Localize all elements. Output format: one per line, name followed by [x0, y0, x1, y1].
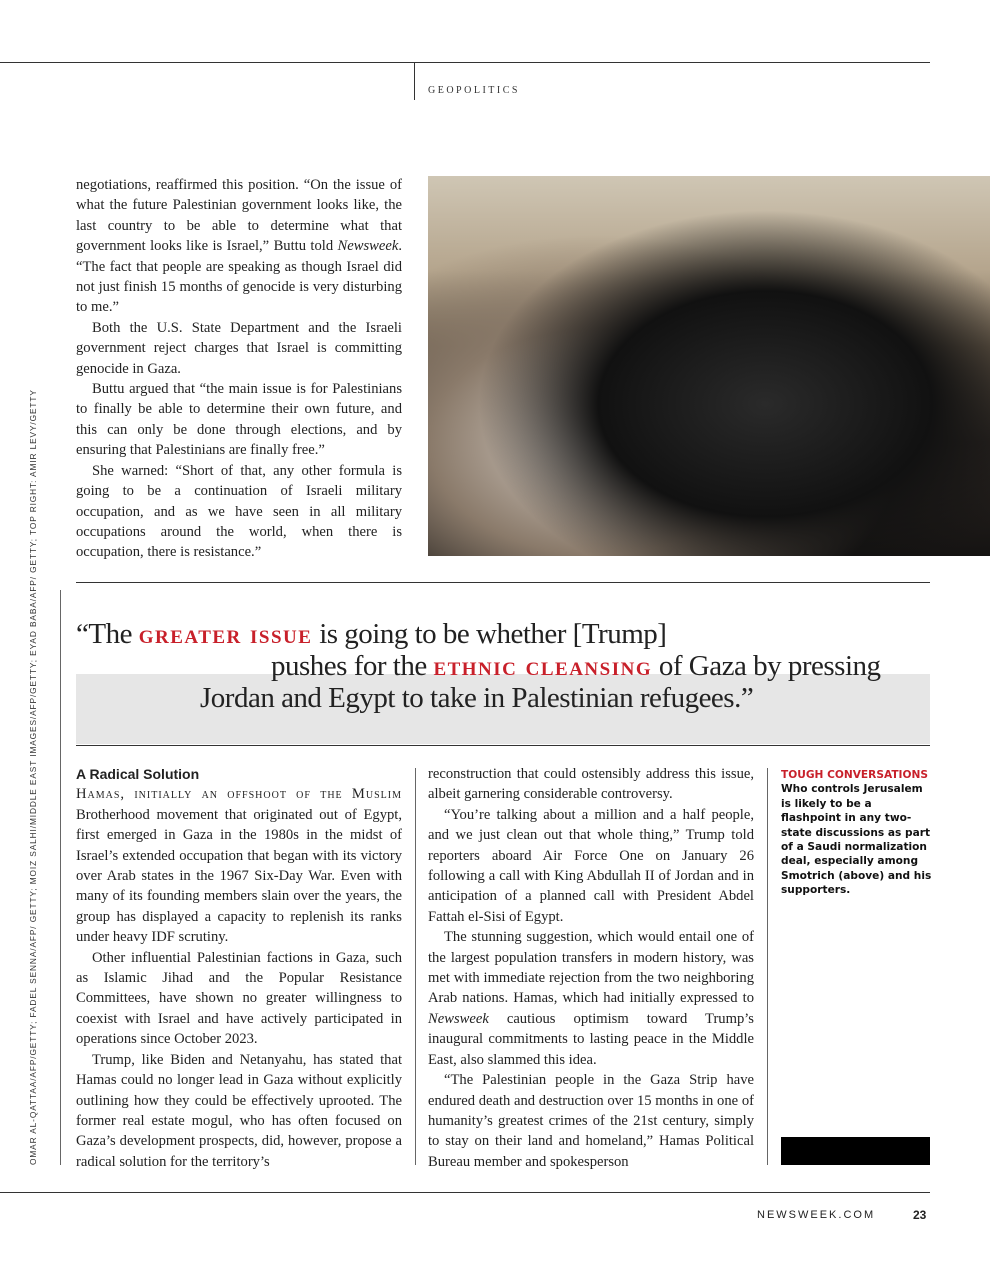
- pull-quote-line-1: “The greater issue is going to be whether [Trump]: [76, 618, 667, 650]
- pull-quote-line-3: Jordan and Egypt to take in Palestinian refugees.”: [200, 682, 754, 714]
- photo-caption: [781, 768, 933, 898]
- caption-text: Who controls Jerusalem is likely to be a flashpoint in any two-state discussions as part of a Saudi normalization deal, especially among Smotrich (above) and his supporters.: [781, 783, 932, 897]
- bottom-rule: [0, 1192, 930, 1193]
- paragraph: Other influential Palestinian factions in Gaza, such as Islamic Jihad and the Popular Resistance Committees, have shown no greater willingness to coexist with Israel and have actively participated in operations since October 2023.: [76, 949, 402, 1048]
- footer-site: NEWSWEEK.COM: [757, 1209, 876, 1221]
- section-label: GEOPOLITICS: [428, 85, 520, 96]
- pull-quote-line-2: pushes for the ethnic cleansing of Gaza by pressing: [271, 650, 881, 682]
- page-number: 23: [913, 1208, 927, 1222]
- paragraph: “You’re talking about a million and a half people, and we just clean out that whole thing,” Trump told reporters aboard Air Force One on January 26 following a call with King Abdullah II of Jordan and in anticipation of a planned call with President Abdel Fattah el-Sisi of Egypt.: [428, 806, 754, 925]
- column-1: [76, 764, 402, 1172]
- sidebar-divider: [767, 768, 768, 1165]
- column-2: [428, 764, 754, 1172]
- header-divider: [414, 62, 415, 100]
- rule: [76, 745, 930, 746]
- subheading: A Radical Solution: [76, 766, 200, 782]
- photo-credit: OMAR AL-QATTAA/AFP/GETTY; FADEL SENNA/AFP/ GETTY; MOIZ SALHI/MIDDLE EAST IMAGES/AFP/GETTY; EYAD BABA/AFP/ GETTY; TOP RIGHT: AMIR LEVY/GETTY: [28, 389, 38, 1165]
- credit-rule: [60, 590, 61, 1165]
- paragraph: negotiations, reaffirmed this position. “On the issue of what the future Palestinian government looks like, the last country to be able to determine what that government looks like is Israel,” Buttu told Newsweek. “The fact that people are speaking as though Israel did not just finish 15 months of genocide is very disturbing to me.”: [76, 177, 402, 316]
- photo-smotrich-crowd: [428, 176, 990, 556]
- paragraph: The stunning suggestion, which would entail one of the largest population transfers in modern history, was met with immediate rejection from the two neighboring Arab nations. Hamas, which had initially expressed to Newsweek cautious optimism toward Trump’s inaugural commitments to lasting peace in the Middle East, also slammed this idea.: [428, 929, 754, 1068]
- rule: [76, 582, 930, 583]
- paragraph: Hamas, initially an offshoot of the Muslim Brotherhood movement that originated out of Egypt, first emerged in Gaza in the 1980s in the midst of Israel’s extended occupation that began with its victory over Arab states in the 1967 Six-Day War. Even with many of its founding members slain over the years, the group has displayed a capacity to replenish its ranks under heavy IDF scrutiny.: [76, 786, 402, 946]
- caption-title: TOUGH CONVERSATIONS: [781, 769, 928, 781]
- paragraph: Buttu argued that “the main issue is for Palestinians to finally be able to determine their own future, and this can only be done through elections, and by ensuring that Palestinians are finally free.”: [76, 381, 402, 459]
- top-column: [76, 175, 402, 563]
- paragraph: “The Palestinian people in the Gaza Strip have endured death and destruction over 15 months in one of humanity’s greatest crimes of the 21st century, simply to stay on their land and homeland,” Hamas Political Bureau member and spokesperson: [428, 1072, 754, 1170]
- column-divider: [415, 768, 416, 1165]
- paragraph: She warned: “Short of that, any other formula is going to be a continuation of Israeli military occupation, and as we have seen in all military occupations around the world, when there is occupation, there is resistance.”: [76, 462, 402, 561]
- black-box: [781, 1137, 930, 1165]
- paragraph: Trump, like Biden and Netanyahu, has stated that Hamas could no longer lead in Gaza without explicitly outlining how they could be effectively uprooted. The former real estate mogul, who has often focused on Gaza’s development prospects, did, however, propose a radical solution for the territory’s: [76, 1051, 402, 1170]
- paragraph: reconstruction that could ostensibly address this issue, albeit garnering considerable controversy.: [428, 766, 754, 803]
- paragraph: Both the U.S. State Department and the Israeli government reject charges that Israel is committing genocide in Gaza.: [76, 319, 402, 377]
- top-rule: [0, 62, 930, 63]
